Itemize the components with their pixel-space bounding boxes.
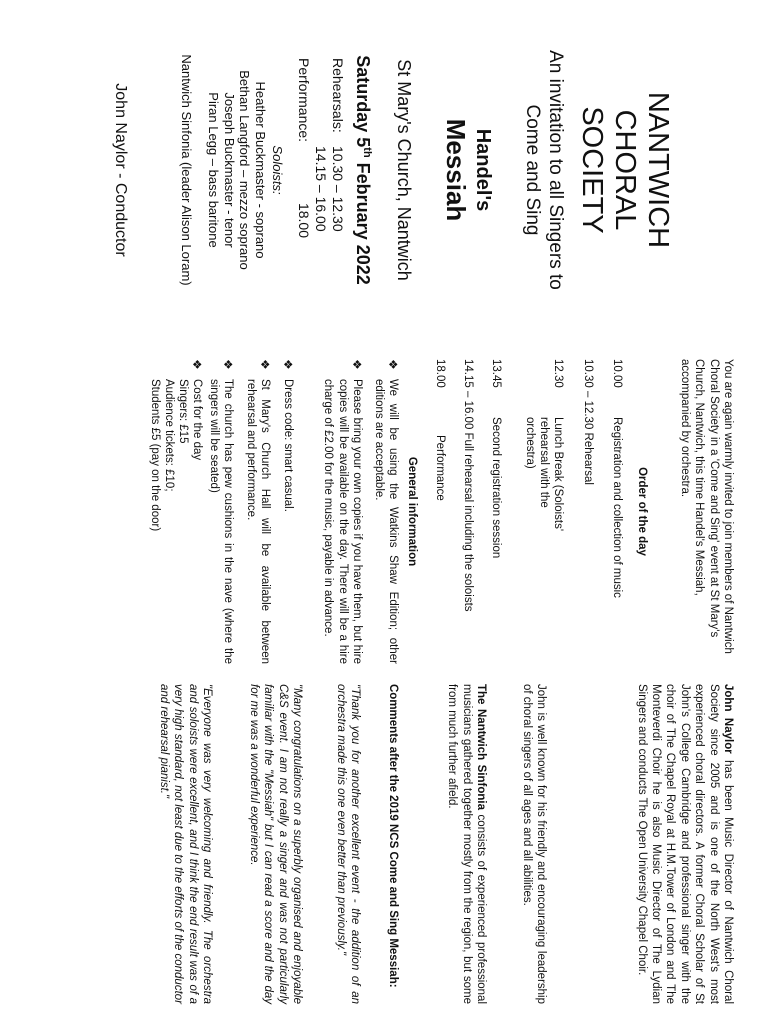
cost-item: Audience tickets: £10; xyxy=(162,379,175,492)
order-time: 18.00 xyxy=(434,359,446,388)
performance-row xyxy=(295,58,312,318)
order-row xyxy=(523,359,565,664)
diamond-bullet-icon: ❖ xyxy=(350,359,364,370)
rehearsals-label: Rehearsals: xyxy=(330,58,346,133)
info-bullet: ❖ Please bring your own copies if you have them, but hire copies will be available on the day. There will be a hire charge of £2.00 for the music, payable in advance. xyxy=(322,359,364,664)
order-row xyxy=(581,359,595,664)
general-heading: General information xyxy=(406,456,418,567)
title-line: CHORAL xyxy=(609,109,641,231)
diamond-bullet-icon: ❖ xyxy=(221,359,235,370)
invitation-line: An invitation to all Singers to xyxy=(545,50,566,290)
comments-heading: Comments after the 2019 NCS Come and Sing Messiah: xyxy=(387,684,399,988)
diamond-bullet-icon: ❖ xyxy=(386,359,400,370)
soloist: Heather Buckmaster - soprano xyxy=(253,81,268,259)
info-bullet: ❖ We will be using the Watkins Shaw Edition; other editions are acceptable. xyxy=(372,359,400,664)
front-panel xyxy=(0,0,770,340)
work-title: Messiah xyxy=(441,118,471,222)
title-line: NANTWICH xyxy=(642,91,674,249)
invitation-line: Come and Sing xyxy=(522,104,543,236)
order-time: 10.30 – 12.30 Rehearsal xyxy=(582,359,594,485)
rehearsals-row-2 xyxy=(312,58,329,318)
sinfonia-bio: The Nantwich Sinfonia consists of experienced professional musicians gathered together mostly from the region, but some from much further afield. xyxy=(446,684,487,1004)
order-time: 12.30 xyxy=(552,359,564,388)
date-rest: February 2022 xyxy=(353,157,373,285)
schedule-summary xyxy=(295,58,346,318)
cost-item: Students £5 (pay on the door) xyxy=(148,379,161,532)
soloists-list xyxy=(206,0,268,340)
date-suffix: th xyxy=(361,147,373,158)
soloist: Piran Legg – bass baritone xyxy=(206,92,222,248)
order-text: Performance xyxy=(434,435,446,501)
performance-label: Performance: xyxy=(296,58,312,143)
rehearsals-time-2: 14.15 – 16.00 xyxy=(313,146,329,232)
rehearsals-time-1: 10.30 – 12.30 xyxy=(330,146,346,232)
soloist: Joseph Buckmaster - tenor xyxy=(222,92,237,248)
info-bullet: ❖ Cost for the day xyxy=(190,359,204,461)
naylor-bio-2: John is well known for his friendly and encouraging leadership of choral singers of all ages and all abilities. xyxy=(520,684,547,1004)
order-time: 14.15 – 16.00 Full rehearsal including the soloists xyxy=(462,359,474,612)
work-composer: Handel's xyxy=(472,128,494,212)
order-row xyxy=(489,359,503,664)
society-title xyxy=(575,0,674,340)
testimonial-quote: "Many congratulations on a superbly organised and enjoyable C&S event. I am not really a singer and was not particularly familiar with the "Messiah" but I can read a score and the day for me was a wonderful experience. xyxy=(247,684,303,1004)
title-line: SOCIETY xyxy=(576,106,608,234)
diamond-bullet-icon: ❖ xyxy=(281,359,295,370)
naylor-name: John Naylor xyxy=(722,684,734,754)
diamond-bullet-icon: ❖ xyxy=(258,359,272,370)
cost-item: Singers: £15 xyxy=(177,379,189,444)
testimonial-quote: "Everyone was very welcoming and friendly. The orchestra and soloists were excellent, and I think the end result was of a very high standard, not least due to the efforts of the conductor and rehearsal pianist." xyxy=(157,684,213,1004)
naylor-bio: John Naylor has been Music Director of Nantwich Choral Society since 2005 and is one of the North West's most experienced choral directors. A former Choral Scholar of St John's College Cambridge and professional singer with the choir of The Chapel Royal at H.M.Tower of London and The Monteverdi Choir he is also Music Director of The Lydian Singers and conducts The Open University Chapel Choir. xyxy=(635,684,734,1004)
order-row xyxy=(610,359,624,664)
order-text: Lunch Break (Soloists' rehearsal with the orchestra) xyxy=(524,417,564,532)
venue: St Mary's Church, Nantwich xyxy=(394,59,414,281)
event-date xyxy=(352,0,378,340)
sinfonia-name: The Nantwich Sinfonia xyxy=(475,684,487,811)
order-time: 10.00 xyxy=(611,359,623,388)
order-time: 13.45 xyxy=(490,359,502,388)
info-bullet: ❖ The church has pew cushions in the nave (where the singers will be seated) xyxy=(207,359,235,664)
order-text: Registration and collection of music xyxy=(611,417,623,598)
soloists-heading: Soloists: xyxy=(270,145,285,195)
performance-time: 18.00 xyxy=(296,202,312,238)
info-bullet: ❖ St Mary's Church Hall will be available between rehearsal and performance. xyxy=(244,359,272,664)
conductor: John Naylor - Conductor xyxy=(112,83,129,257)
order-heading: Order of the day xyxy=(636,467,648,556)
details-panel xyxy=(0,345,770,680)
about-panel xyxy=(0,684,770,1024)
date-prefix: Saturday 5 xyxy=(353,55,373,148)
intro-paragraph: You are again warmly invited to join members of Nantwich Choral Society in a 'Come and Sing' event at St Mary's Church, Nantwich, this time Handel's Messiah, accompanied by orchestra. xyxy=(678,359,734,654)
soloist: Bethan Langford – mezzo soprano xyxy=(237,70,253,270)
order-row xyxy=(461,359,475,664)
info-bullet: ❖ Dress code: smart casual. xyxy=(281,359,295,512)
order-row xyxy=(433,359,447,664)
testimonial-quote: "Thank you for another excellent event - the addition of an orchestra made this one even better than previously." xyxy=(334,684,361,1004)
cost-list xyxy=(147,379,190,664)
rehearsals-row xyxy=(329,58,346,318)
diamond-bullet-icon: ❖ xyxy=(190,359,204,370)
order-text: Second registration session xyxy=(490,417,502,559)
invitation xyxy=(521,0,567,340)
orchestra: Nantwich Sinfonia (leader Alison Loram) xyxy=(179,54,194,286)
